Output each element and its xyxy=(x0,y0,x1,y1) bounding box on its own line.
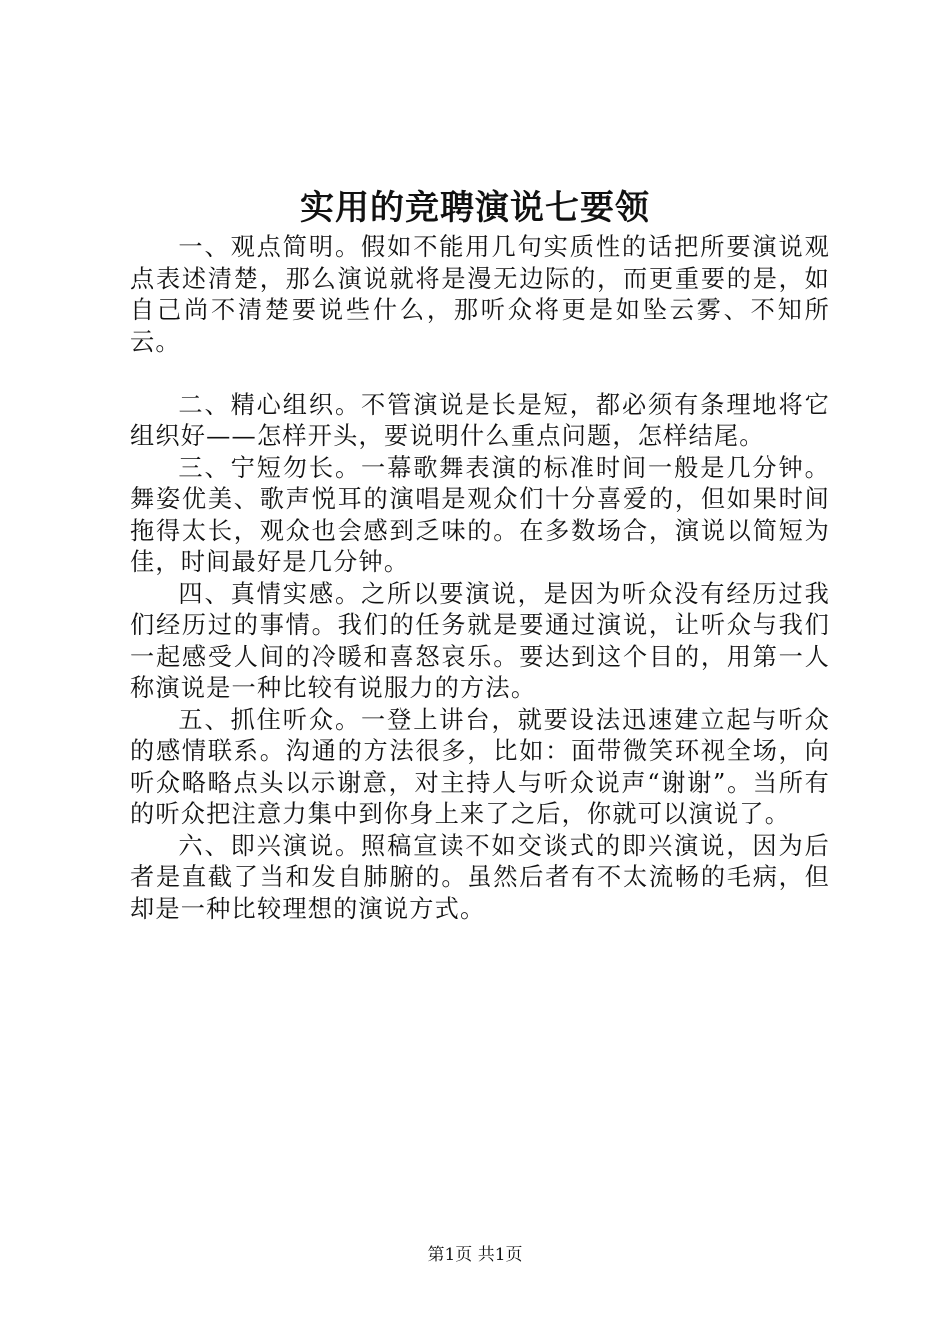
paragraph-4: 四、真情实感。之所以要演说，是因为听众没有经历过我们经历过的事情。我们的任务就是要通过演说，让听众与我们一起感受人间的冷暖和喜怒哀乐。要达到这个目的，用第一人称演说是一种比较有说服力的方法。 xyxy=(130,579,830,702)
paragraph-gap xyxy=(130,358,830,390)
paragraph-2: 二、精心组织。不管演说是长是短，都必须有条理地将它组织好——怎样开头，要说明什么重点问题，怎样结尾。 xyxy=(130,390,830,450)
paragraph-3: 三、宁短勿长。一幕歌舞表演的标准时间一般是几分钟。舞姿优美、歌声悦耳的演唱是观众们十分喜爱的，但如果时间拖得太长，观众也会感到乏味的。在多数场合，演说以简短为佳，时间最好是几分钟。 xyxy=(130,453,830,576)
paragraph-1: 一、观点简明。假如不能用几句实质性的话把所要演说观点表述清楚，那么演说就将是漫无边际的，而更重要的是，如自己尚不清楚要说些什么，那听众将更是如坠云雾、不知所云。 xyxy=(130,233,830,356)
document-body xyxy=(130,232,830,925)
paragraph-6: 六、即兴演说。照稿宣读不如交谈式的即兴演说，因为后者是直截了当和发自肺腑的。虽然后者有不太流畅的毛病，但却是一种比较理想的演说方式。 xyxy=(130,831,830,923)
paragraph-5: 五、抓住听众。一登上讲台，就要设法迅速建立起与听众的感情联系。沟通的方法很多，比如：面带微笑环视全场，向听众略略点头以示谢意，对主持人与听众说声“谢谢”。当所有的听众把注意力集中到你身上来了之后，你就可以演说了。 xyxy=(130,705,830,828)
page-number-footer: 第1页 共1页 xyxy=(427,1245,523,1265)
document-title: 实用的竞聘演说七要领 xyxy=(300,188,650,228)
